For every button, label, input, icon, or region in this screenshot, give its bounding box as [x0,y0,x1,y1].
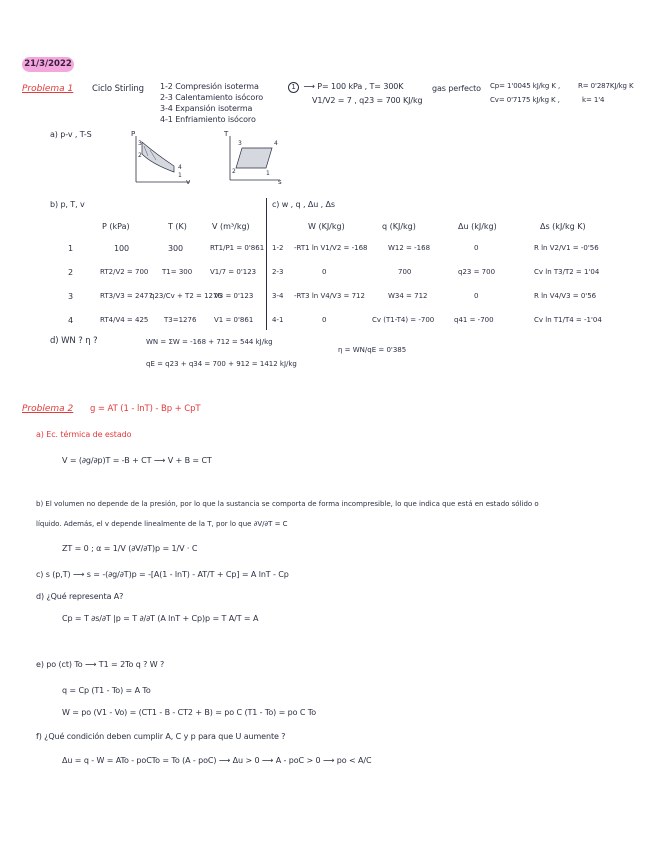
t2-row2-q: 700 [398,268,412,276]
t2-row2-ds: Cv ln T3/T2 = 1'04 [534,268,600,276]
r-value: R= 0'287KJ/kg K [578,82,634,90]
part-a-label: a) p-v , T-S [50,130,92,139]
t1-row4-t: T3=1276 [164,316,197,324]
p2-a-title: a) Ec. térmica de estado [36,430,132,439]
p2-e-q: q = Cp (T1 - To) = A To [62,686,151,695]
ts-point-4: 4 [274,140,278,147]
t1-header-v: V (m³/kg) [212,222,250,231]
t2-row3-q: W34 = 712 [388,292,428,300]
p2-f-equation: Δu = q - W = ATo - poCTo = To (A - poC) ⟶ Δu > 0 ⟶ A - poC > 0 ⟶ po < A/C [62,756,372,765]
t1-header-t: T (K) [168,222,187,231]
part-b-label: b) p, T, v [50,200,85,209]
cycle-name: Ciclo Stirling [92,84,144,94]
t2-header-q: q (KJ/kg) [382,222,416,231]
p2-c-equation: c) s (p,T) ⟶ s = -(∂g/∂T)p = -[A(1 - lnT) - AT/T + Cp] = A lnT - Cp [36,570,289,579]
t2-row4-ds: Cv ln T1/T4 = -1'04 [534,316,602,324]
t1-header-p: P (kPa) [102,222,130,231]
qe-equation: qE = q23 + q34 = 700 + 912 = 1412 kJ/kg [146,360,297,368]
t1-row4-p: RT4/V4 = 425 [100,316,149,324]
t2-header-ds: Δs (kJ/kg K) [540,222,586,231]
p2-e-w: W = po (V1 - Vo) = (CT1 - B - CT2 + B) = po C (T1 - To) = po C To [62,708,317,717]
given-line1: P= 100 kPa , T= 300K [317,82,404,91]
t1-row4-v: V1 = 0'861 [214,316,254,324]
ts-point-2: 2 [232,168,236,175]
t2-row2-du: q23 = 700 [458,268,496,276]
problem2-title: Problema 2 [22,404,74,414]
gas-label: gas perfecto [432,84,481,93]
pv-point-3: 3 [138,140,142,147]
t2-row1-n: 1-2 [272,244,284,252]
t1-row2-t: T1= 300 [162,268,193,276]
t1-row3-t: q23/Cv + T2 = 1276 [150,292,222,300]
t2-header-w: W (KJ/kg) [308,222,345,231]
part-d-label: d) WN ? η ? [50,336,98,346]
cp-value: Cp= 1'0045 kJ/kg K , [490,82,561,90]
given-label: 1 ⟶ P= 100 kPa , T= 300K [288,82,403,93]
t1-row3-n: 3 [68,292,73,301]
p2-f-title: f) ¿Qué condición deben cumplir A, C y p para que U aumente ? [36,732,286,741]
ts-axis-t: T [224,130,229,138]
t1-row3-v: V3 = 0'123 [214,292,254,300]
t2-row2-w: 0 [322,268,327,276]
problem2-equation: g = AT (1 - lnT) - Bp + CpT [90,404,201,414]
t2-row2-n: 2-3 [272,268,284,276]
p2-b-text2: líquido. Además, el v depende linealmente de la T, por lo que ∂V/∂T = C [36,520,288,528]
t2-row3-ds: R ln V4/V3 = 0'56 [534,292,597,300]
t2-row4-n: 4-1 [272,316,284,324]
ts-point-1: 1 [266,170,270,177]
pv-point-1: 1 [178,172,182,179]
t2-row3-w: -RT3 ln V4/V3 = 712 [294,292,365,300]
cv-value: Cv= 0'7175 kJ/kg K , [490,96,560,104]
t1-row1-p: 100 [114,244,129,253]
step-4-1: 4-1 Enfriamiento isócoro [160,115,256,124]
t1-row1-t: 300 [168,244,183,253]
ts-axis-s: s [278,178,282,186]
pv-axis-p: P [131,130,136,138]
pv-point-4: 4 [178,164,182,171]
given-line2: V1/V2 = 7 , q23 = 700 KJ/kg [312,96,423,105]
t2-row4-q: Cv (T1-T4) = -700 [372,316,435,324]
t2-row4-du: q41 = -700 [454,316,494,324]
table-divider [266,198,267,330]
step-3-4: 3-4 Expansión isoterma [160,104,253,113]
pv-axis-v: v [186,178,191,186]
p2-a-equation: V = (∂g/∂p)T = -B + CT ⟶ V + B = CT [62,456,212,465]
problem1-title: Problema 1 [22,84,74,94]
k-value: k= 1'4 [582,96,605,104]
t1-row1-n: 1 [68,244,73,253]
date-badge: 21/3/2022 [22,57,74,72]
t1-row3-p: RT3/V3 = 2477 [100,292,153,300]
step-2-3: 2-3 Calentamiento isócoro [160,93,264,102]
t2-header-du: Δu (kJ/kg) [458,222,497,231]
wn-equation: WN = ΣW = -168 + 712 = 544 kJ/kg [146,338,273,346]
t1-row4-n: 4 [68,316,73,325]
p2-e-title: e) po (ct) To ⟶ T1 = 2To q ? W ? [36,660,165,669]
t2-row1-w: -RT1 ln V1/V2 = -168 [294,244,368,252]
part-c-label: c) w , q , Δu , Δs [272,200,335,209]
p2-b-text1: b) El volumen no depende de la presión, por lo que la sustancia se comporta de forma incompresible, lo que indica que está en estado sólido o [36,500,539,508]
t2-row1-q: W12 = -168 [388,244,431,252]
t1-row2-v: V1/7 = 0'123 [210,268,257,276]
t2-row3-du: 0 [474,292,479,300]
p2-b-equation: ZT = 0 ; α = 1/V (∂V/∂T)p = 1/V · C [62,544,198,553]
pv-point-2: 2 [138,152,142,159]
t1-row1-v: RT1/P1 = 0'861 [210,244,265,252]
t1-row2-n: 2 [68,268,73,277]
t2-row1-ds: R ln V2/V1 = -0'56 [534,244,599,252]
t1-row2-p: RT2/V2 = 700 [100,268,149,276]
given-number: 1 [288,82,299,93]
step-1-2: 1-2 Compresión isoterma [160,82,259,91]
t2-row3-n: 3-4 [272,292,284,300]
p2-d-title: d) ¿Qué representa A? [36,592,124,601]
t2-row1-du: 0 [474,244,479,252]
p2-d-equation: Cp = T ∂s/∂T |p = T ∂/∂T (A lnT + Cp)p = T A/T = A [62,614,259,623]
t2-row4-w: 0 [322,316,327,324]
eta-equation: η = WN/qE = 0'385 [338,346,407,354]
ts-point-3: 3 [238,140,242,147]
